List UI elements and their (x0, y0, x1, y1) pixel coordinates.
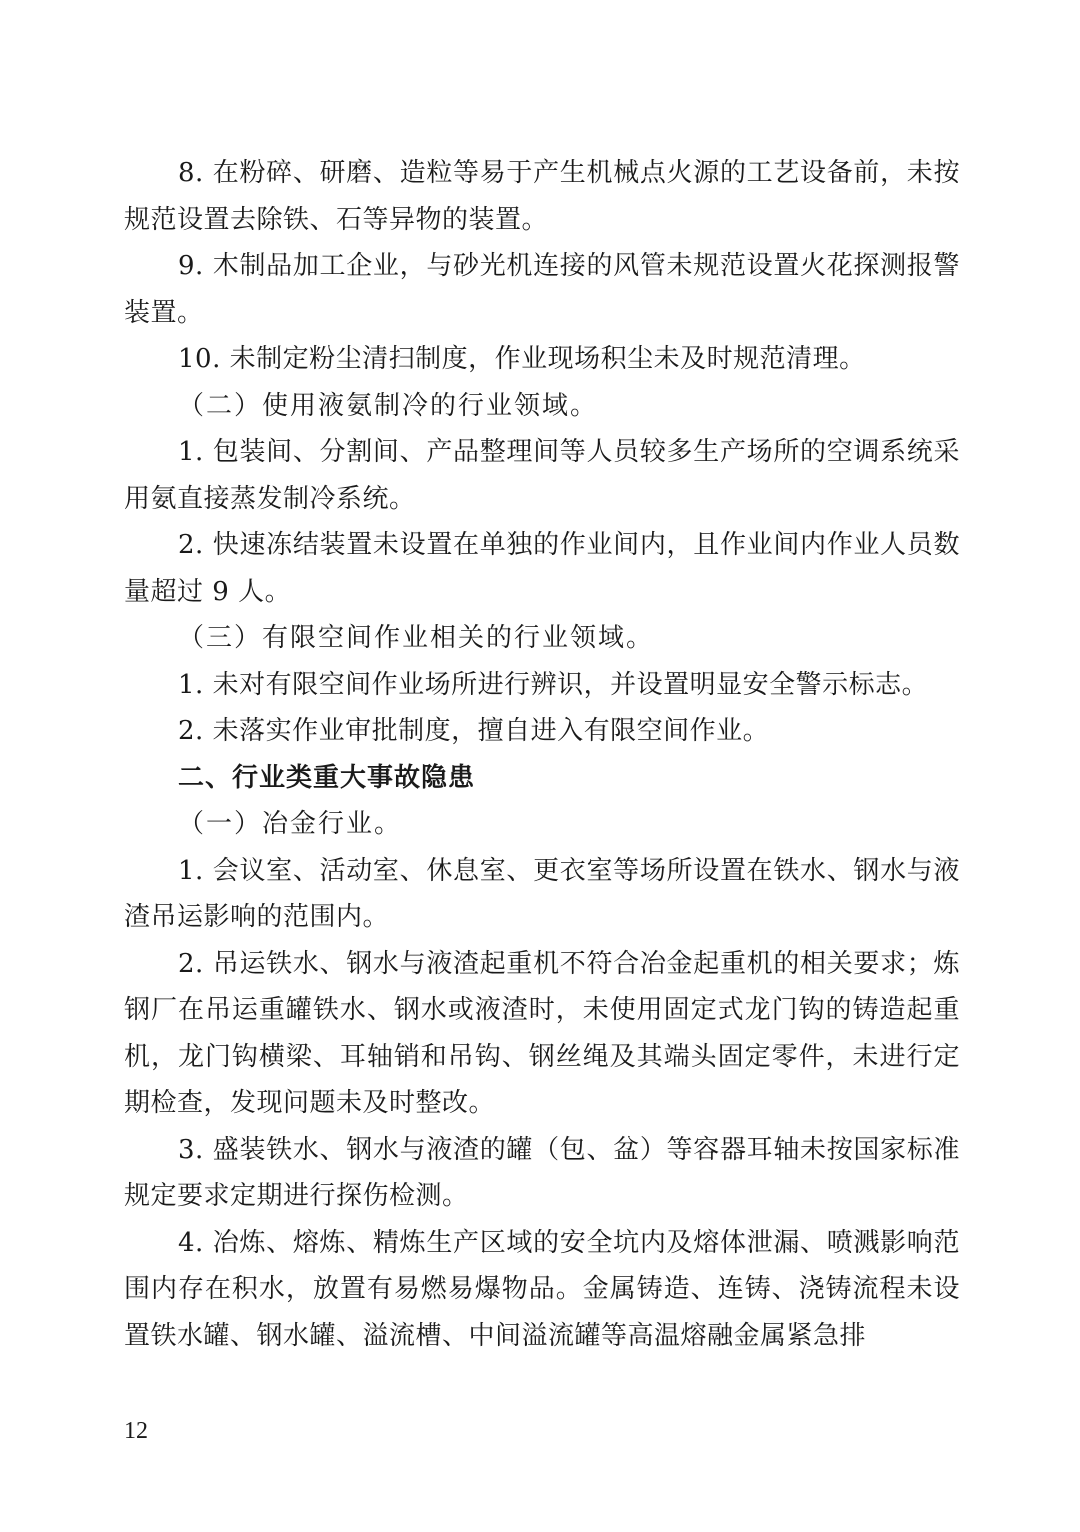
list-item-3: 3. 盛装铁水、钢水与液渣的罐（包、盆）等容器耳轴未按国家标准规定要求定期进行探伤检测。 (124, 1134, 960, 1211)
list-item-9: 9. 木制品加工企业，与砂光机连接的风管未规范设置火花探测报警装置。 (124, 251, 960, 328)
list-item-2: 2. 快速冻结装置未设置在单独的作业间内，且作业间内作业人员数量超过 9 人。 (124, 530, 960, 607)
list-item-1: 1. 未对有限空间作业场所进行辨识，并设置明显安全警示标志。 (178, 669, 929, 700)
subsection-title-2: （二）使用液氨制冷的行业领域。 (178, 390, 599, 421)
list-item-2: 2. 吊运铁水、钢水与液渣起重机不符合冶金起重机的相关要求；炼钢厂在吊运重罐铁水、钢水或液渣时，未使用固定式龙门钩的铸造起重机，龙门钩横梁、耳轴销和吊钩、钢丝绳及其端头固定零件，未进行定期检查，发现问题未及时整改。 (124, 948, 960, 1118)
list-item-2: 2. 未落实作业审批制度，擅自进入有限空间作业。 (178, 716, 770, 746)
page-body (124, 150, 960, 1359)
list-item-1: 1. 包装间、分割间、产品整理间等人员较多生产场所的空调系统采用氨直接蒸发制冷系统。 (124, 437, 960, 514)
subsection-title-1: （一）冶金行业。 (178, 809, 403, 839)
section-heading: 二、行业类重大事故隐患 (178, 762, 476, 793)
list-item-8: 8. 在粉碎、研磨、造粒等易于产生机械点火源的工艺设备前，未按规范设置去除铁、石等异物的装置。 (124, 158, 960, 235)
page-number: 12 (124, 1418, 148, 1444)
subsection-title-3: （三）有限空间作业相关的行业领域。 (178, 623, 655, 653)
list-item-4: 4. 冶炼、熔炼、精炼生产区域的安全坑内及熔体泄漏、喷溅影响范围内存在积水，放置有易燃易爆物品。金属铸造、连铸、浇铸流程未设置铁水罐、钢水罐、溢流槽、中间溢流罐等高温熔融金属紧急排 (124, 1227, 960, 1351)
list-item-1: 1. 会议室、活动室、休息室、更衣室等场所设置在铁水、钢水与液渣吊运影响的范围内。 (124, 855, 960, 932)
list-item-10: 10. 未制定粉尘清扫制度，作业现场积尘未及时规范清理。 (178, 344, 866, 374)
